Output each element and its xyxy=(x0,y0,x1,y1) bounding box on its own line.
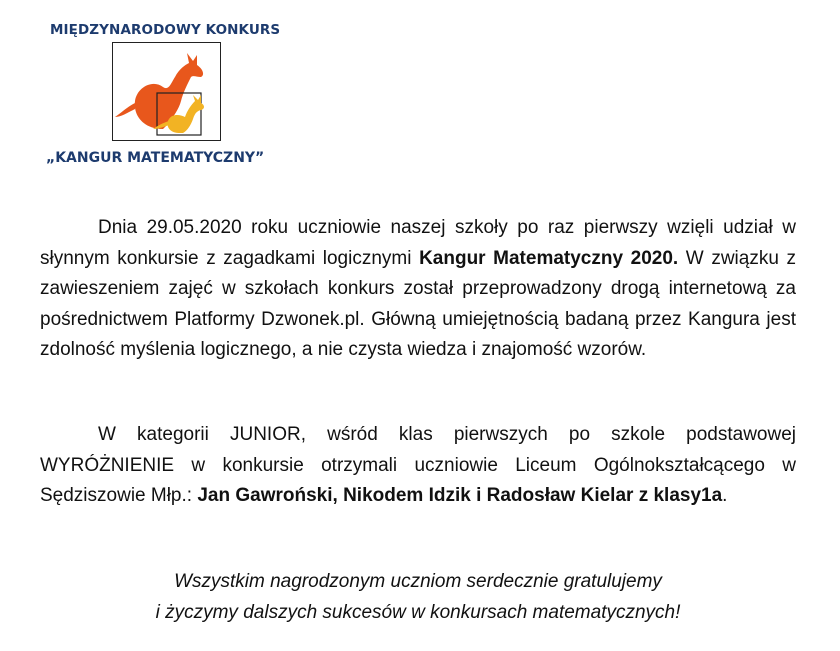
winner-names: Jan Gawroński, Nikodem Idzik i Radosław Kielar z klasy1a xyxy=(197,485,723,506)
paragraph-announcement xyxy=(40,213,796,366)
kangaroo-logo-icon xyxy=(112,42,221,141)
paragraph2-text: W kategorii JUNIOR, wśród klas pierwszych po szkole podstawowej WYRÓŻNIENIE w konkursie otrzymali uczniowie Liceum Ogólnokształcącego w Sędziszowie Młp.: xyxy=(40,424,796,506)
paragraph2-end: . xyxy=(722,485,728,506)
logo-top-text: MIĘDZYNARODOWY KONKURS xyxy=(50,22,281,38)
closing-congratulations xyxy=(40,566,796,628)
contest-name: Kangur Matematyczny 2020. xyxy=(419,247,679,269)
paragraph1-text: Dnia 29.05.2020 roku uczniowie naszej szkoły po raz pierwszy wzięli udział w słynnym konkursie z zagadkami logicznymi xyxy=(40,217,796,269)
kangur-logo xyxy=(0,0,330,185)
closing-line-2: i życzymy dalszych sukcesów w konkursach matematycznych! xyxy=(155,602,681,623)
paragraph-winners xyxy=(40,420,796,512)
closing-line-1: Wszystkim nagrodzonym uczniom serdecznie gratulujemy xyxy=(174,571,662,592)
logo-bottom-text: „KANGUR MATEMATYCZNY” xyxy=(46,150,265,166)
paragraph1-text-cont: W związku z zawieszeniem zajęć w szkołach konkurs został przeprowadzony drogą internetową za pośrednictwem Platformy Dzwonek.pl. Główną umiejętnością badaną przez Kangura jest zdolność myślenia logicznego, a nie czysta wiedza i znajomość wzorów. xyxy=(40,247,796,360)
